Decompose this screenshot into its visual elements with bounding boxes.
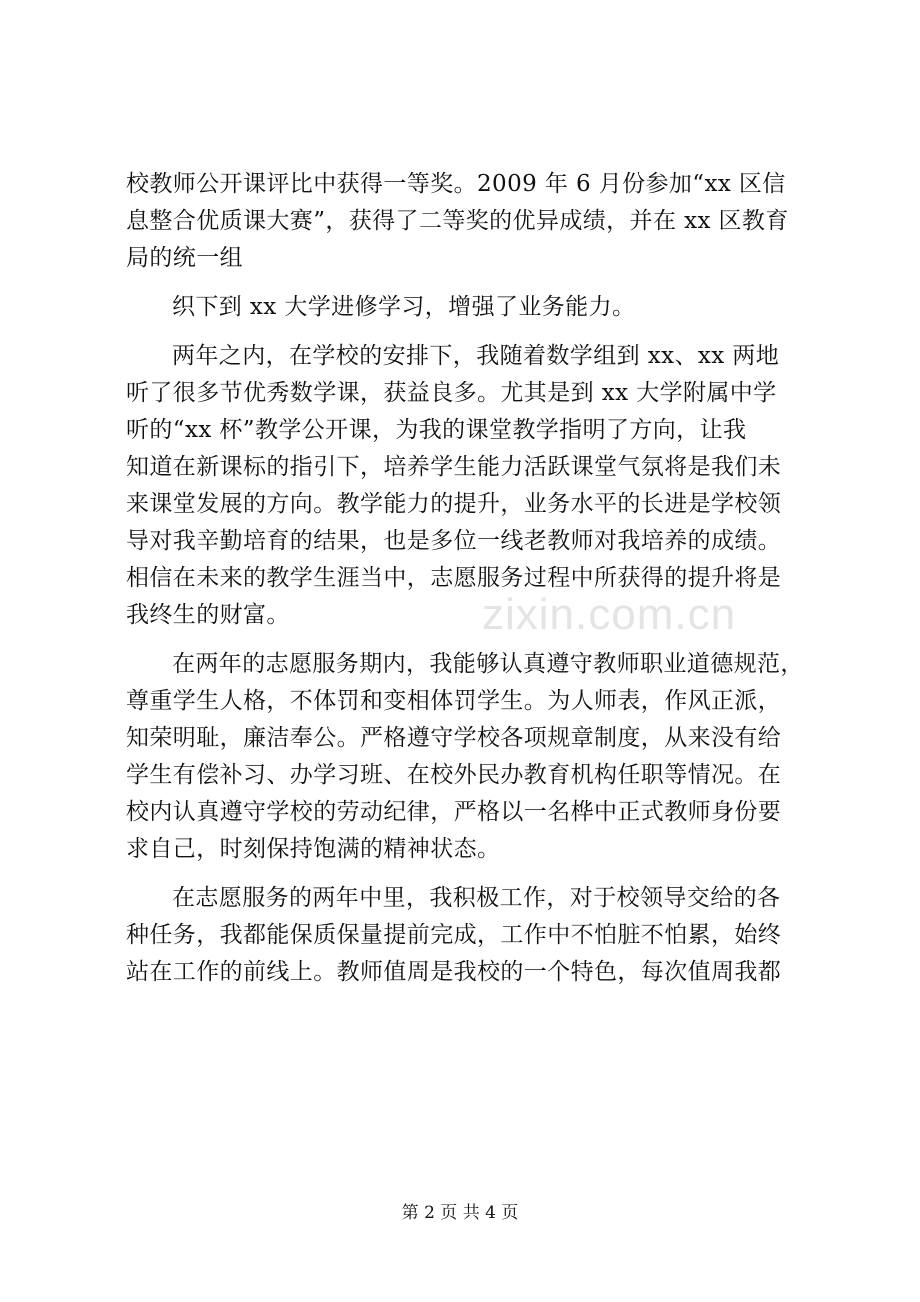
text-line: 我终生的财富。 — [126, 602, 290, 628]
page-footer: 第 2 页 共 4 页 — [401, 1203, 519, 1223]
text-line: 息整合优质课大赛”，获得了二等奖的优异成绩，并在 xx 区教育 — [126, 208, 789, 234]
text-line: 种任务，我都能保质保量提前完成，工作中不怕脏不怕累，始终 — [126, 922, 782, 948]
text-line: 听了很多节优秀数学课，获益良多。尤其是到 xx 大学附属中学 — [126, 380, 777, 406]
watermark: zixin.com.cn — [482, 590, 737, 639]
text-line: 站在工作的前线上。教师值周是我校的一个特色，每次值周我都 — [126, 959, 782, 985]
text-line: 知荣明耻，廉洁奉公。严格遵守学校各项规章制度，从来没有给 — [126, 725, 782, 751]
text-line: 学生有偿补习、办学习班、在校外民办教育机构任职等情况。在 — [126, 762, 782, 788]
paragraph-first-line: 两年之内，在学校的安排下，我随着数学组到 xx、xx 两地 — [172, 343, 780, 369]
paragraph-first-line: 在两年的志愿服务期内，我能够认真遵守教师职业道德规范， — [172, 651, 804, 677]
text-line: 校教师公开课评比中获得一等奖。2009 年 6 月份参加“xx 区信 — [126, 171, 786, 197]
body-text — [126, 166, 812, 991]
text-line: 导对我辛勤培育的结果，也是多位一线老教师对我培养的成绩。 — [126, 528, 782, 554]
paragraph-first-line: 织下到 xx 大学进修学习，增强了业务能力。 — [172, 294, 636, 320]
text-line: 求自己，时刻保持饱满的精神状态。 — [126, 836, 501, 862]
text-line: 校内认真遵守学校的劳动纪律，严格以一名桦中正式教师身份要 — [126, 799, 782, 825]
text-line: 局的统一组 — [126, 245, 243, 271]
text-line: 听的“xx 杯”教学公开课，为我的课堂教学指明了方向，让我 — [126, 417, 747, 443]
text-line: 相信在未来的教学生涯当中，志愿服务过程中所获得的提升将是 — [126, 565, 782, 591]
text-line: 来课堂发展的方向。教学能力的提升，业务水平的长进是学校领 — [126, 491, 782, 517]
text-line: 知道在新课标的指引下，培养学生能力活跃课堂气氛将是我们未 — [126, 454, 782, 480]
paragraph-first-line: 在志愿服务的两年中里，我积极工作，对于校领导交给的各 — [172, 885, 781, 911]
text-line: 尊重学生人格，不体罚和变相体罚学生。为人师表，作风正派， — [126, 688, 782, 714]
